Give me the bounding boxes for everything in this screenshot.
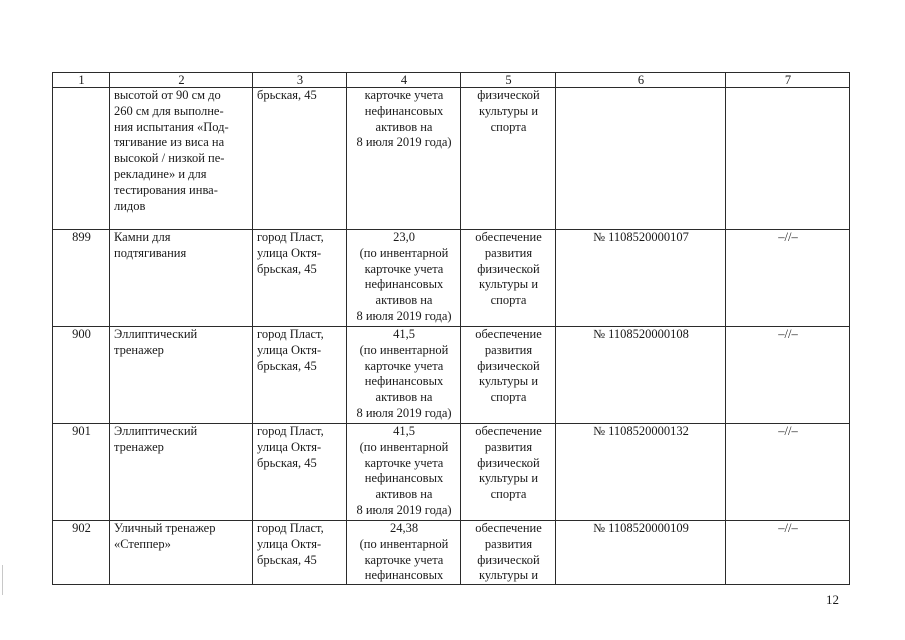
cell-inventory: № 1108520000107 bbox=[556, 230, 726, 327]
cell-inventory bbox=[556, 88, 726, 230]
table-row bbox=[53, 230, 850, 327]
cell-name: высотой от 90 см до 260 см для выполне- ния испытания «Под- тягивание из виса на высокой / низкой пе- рекладине» и для тестирования инва- лидов bbox=[110, 88, 253, 230]
cell-name: Уличный тренажер «Степпер» bbox=[110, 521, 253, 585]
cell-number: 902 bbox=[53, 521, 110, 585]
cell-address: город Пласт, улица Октя- брьская, 45 bbox=[253, 230, 347, 327]
cell-address: город Пласт, улица Октя- брьская, 45 bbox=[253, 521, 347, 585]
cell-number: 900 bbox=[53, 327, 110, 424]
cell-inventory: № 1108520000132 bbox=[556, 424, 726, 521]
cell-note: –//– bbox=[726, 424, 850, 521]
header-row bbox=[53, 73, 850, 88]
column-header-2: 2 bbox=[110, 73, 253, 88]
cell-value: карточке учета нефинансовых активов на 8 июля 2019 года) bbox=[347, 88, 461, 230]
cell-name: Эллиптический тренажер bbox=[110, 424, 253, 521]
column-header-7: 7 bbox=[726, 73, 850, 88]
cell-inventory: № 1108520000108 bbox=[556, 327, 726, 424]
cell-purpose: обеспечение развития физической культуры и спорта bbox=[461, 327, 556, 424]
cell-value: 23,0 (по инвентарной карточке учета нефинансовых активов на 8 июля 2019 года) bbox=[347, 230, 461, 327]
cell-name: Эллиптический тренажер bbox=[110, 327, 253, 424]
cell-purpose: физической культуры и спорта bbox=[461, 88, 556, 230]
cell-purpose: обеспечение развития физической культуры и спорта bbox=[461, 424, 556, 521]
table-row bbox=[53, 327, 850, 424]
cell-purpose: обеспечение развития физической культуры и bbox=[461, 521, 556, 585]
cell-value: 41,5 (по инвентарной карточке учета нефинансовых активов на 8 июля 2019 года) bbox=[347, 424, 461, 521]
cell-value: 24,38 (по инвентарной карточке учета нефинансовых bbox=[347, 521, 461, 585]
cell-number: 899 bbox=[53, 230, 110, 327]
scan-edge-mark bbox=[2, 565, 3, 595]
table-row bbox=[53, 424, 850, 521]
table-row-continuation bbox=[53, 88, 850, 230]
cell-note: –//– bbox=[726, 327, 850, 424]
cell-address: брьская, 45 bbox=[253, 88, 347, 230]
cell-address: город Пласт, улица Октя- брьская, 45 bbox=[253, 424, 347, 521]
cell-value: 41,5 (по инвентарной карточке учета нефинансовых активов на 8 июля 2019 года) bbox=[347, 327, 461, 424]
page-number: 12 bbox=[826, 592, 839, 607]
cell-inventory: № 1108520000109 bbox=[556, 521, 726, 585]
property-registry-table bbox=[52, 72, 850, 585]
column-header-3: 3 bbox=[253, 73, 347, 88]
column-header-4: 4 bbox=[347, 73, 461, 88]
cell-number: 901 bbox=[53, 424, 110, 521]
cell-note: –//– bbox=[726, 521, 850, 585]
cell-name: Камни для подтягивания bbox=[110, 230, 253, 327]
cell-purpose: обеспечение развития физической культуры и спорта bbox=[461, 230, 556, 327]
table-row bbox=[53, 521, 850, 585]
cell-note: –//– bbox=[726, 230, 850, 327]
cell-number bbox=[53, 88, 110, 230]
column-header-6: 6 bbox=[556, 73, 726, 88]
cell-address: город Пласт, улица Октя- брьская, 45 bbox=[253, 327, 347, 424]
column-header-5: 5 bbox=[461, 73, 556, 88]
column-header-1: 1 bbox=[53, 73, 110, 88]
cell-note bbox=[726, 88, 850, 230]
